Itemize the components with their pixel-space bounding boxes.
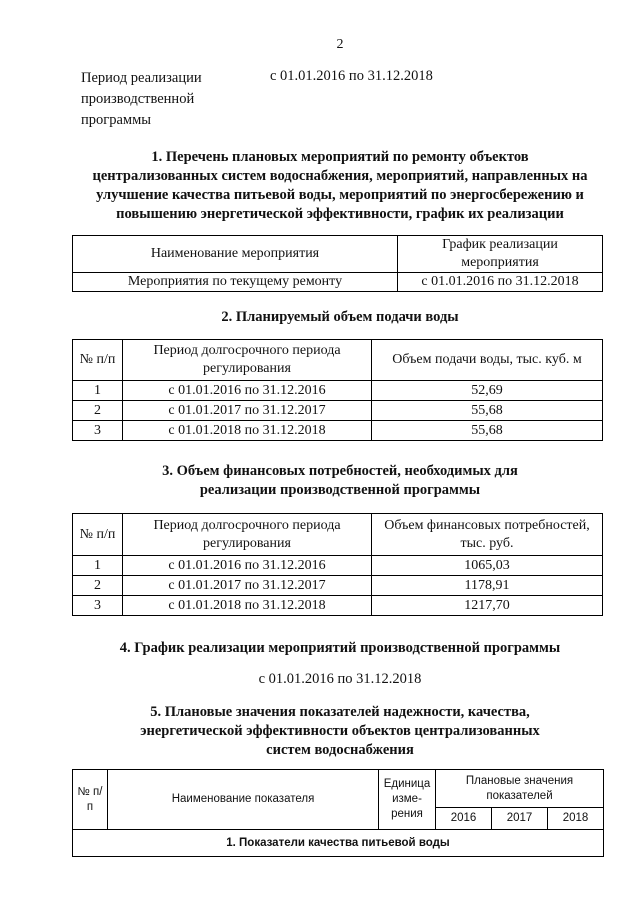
table-header-cell: Наименование показателя [108, 770, 379, 830]
table-header-cell: № п/п [73, 770, 108, 830]
table-header-cell: № п/п [73, 340, 123, 381]
table-header-cell: Объем финансовых потребностей, тыс. руб. [372, 514, 603, 556]
year-cell: 2016 [436, 808, 492, 830]
period-label [81, 68, 241, 131]
table-row [73, 596, 603, 616]
section-3-title-line: 3. Объем финансовых потребностей, необходимых для [162, 463, 518, 479]
period-value: с 01.01.2016 по 31.12.2018 [270, 68, 433, 84]
table-header-cell: Объем подачи воды, тыс. куб. м [372, 340, 603, 381]
table-row [73, 556, 603, 576]
period-label-line: программы [81, 112, 151, 128]
section-1-title-line: улучшение качества питьевой воды, мероприятий по энергосбережению и [96, 187, 584, 203]
table-cell: с 01.01.2016 по 31.12.2016 [123, 556, 372, 576]
section-1-title [60, 148, 620, 224]
period-label-line: производственной [81, 91, 195, 107]
table-row [73, 401, 603, 421]
section-5-title-line: систем водоснабжения [266, 742, 414, 758]
section-5-title-line: энергетической эффективности объектов централизованных [140, 723, 540, 739]
table-cell: с 01.01.2017 по 31.12.2017 [123, 576, 372, 596]
year-cell: 2017 [492, 808, 548, 830]
section-3-title-line: реализации производственной программы [199, 482, 481, 498]
table-cell: 1065,03 [372, 556, 603, 576]
period-label-line: Период реализации [81, 70, 202, 86]
table-header-cell: Наименование мероприятия [73, 236, 398, 273]
table-cell: с 01.01.2018 по 31.12.2018 [123, 596, 372, 616]
table-cell: 2 [73, 576, 123, 596]
table-cell: 3 [73, 596, 123, 616]
table-header-cell: График реализации мероприятия [398, 236, 603, 273]
section-1-title-line: 1. Перечень плановых мероприятий по ремонту объектов [151, 149, 529, 165]
section-5-title-line: 5. Плановые значения показателей надежности, качества, [150, 704, 530, 720]
table-row [73, 830, 604, 857]
water-supply-table [72, 339, 603, 441]
table-header-cell: Период долгосрочного периода регулирования [123, 514, 372, 556]
table-row [73, 381, 603, 401]
table-row [73, 576, 603, 596]
page-number: 2 [336, 37, 344, 52]
table-header-cell: Единица изме-рения [379, 770, 436, 830]
table-cell: 1217,70 [372, 596, 603, 616]
section-3-title [60, 462, 620, 500]
activities-table [72, 235, 603, 292]
financial-needs-table [72, 513, 603, 616]
table-cell: с 01.01.2016 по 31.12.2016 [123, 381, 372, 401]
section-1-title-line: повышению энергетической эффективности, график их реализации [116, 206, 564, 222]
section-1-title-line: централизованных систем водоснабжения, мероприятий, направленных на [92, 168, 588, 184]
table-cell: 2 [73, 401, 123, 421]
indicators-table [72, 769, 604, 857]
table-header-cell: № п/п [73, 514, 123, 556]
table-cell: 1 [73, 556, 123, 576]
table-cell: с 01.01.2017 по 31.12.2017 [123, 401, 372, 421]
table-cell: 1178,91 [372, 576, 603, 596]
table-header-cell: Плановые значения показателей [436, 770, 604, 808]
section-5-title [60, 703, 620, 760]
table-cell: 55,68 [372, 401, 603, 421]
section-4-period: с 01.01.2016 по 31.12.2018 [258, 671, 422, 687]
table-cell: с 01.01.2016 по 31.12.2018 [398, 273, 603, 292]
section-4-title: 4. График реализации мероприятий производственной программы [119, 640, 561, 656]
year-cell: 2018 [548, 808, 604, 830]
table-row [73, 421, 603, 441]
table-cell: 3 [73, 421, 123, 441]
section-2-title: 2. Планируемый объем подачи воды [221, 309, 459, 325]
table-cell: 1 [73, 381, 123, 401]
table-cell: Мероприятия по текущему ремонту [73, 273, 398, 292]
table-cell: 52,69 [372, 381, 603, 401]
table-cell: с 01.01.2018 по 31.12.2018 [123, 421, 372, 441]
section-row: 1. Показатели качества питьевой воды [73, 830, 604, 857]
table-header-cell: Период долгосрочного периода регулирования [123, 340, 372, 381]
table-cell: 55,68 [372, 421, 603, 441]
